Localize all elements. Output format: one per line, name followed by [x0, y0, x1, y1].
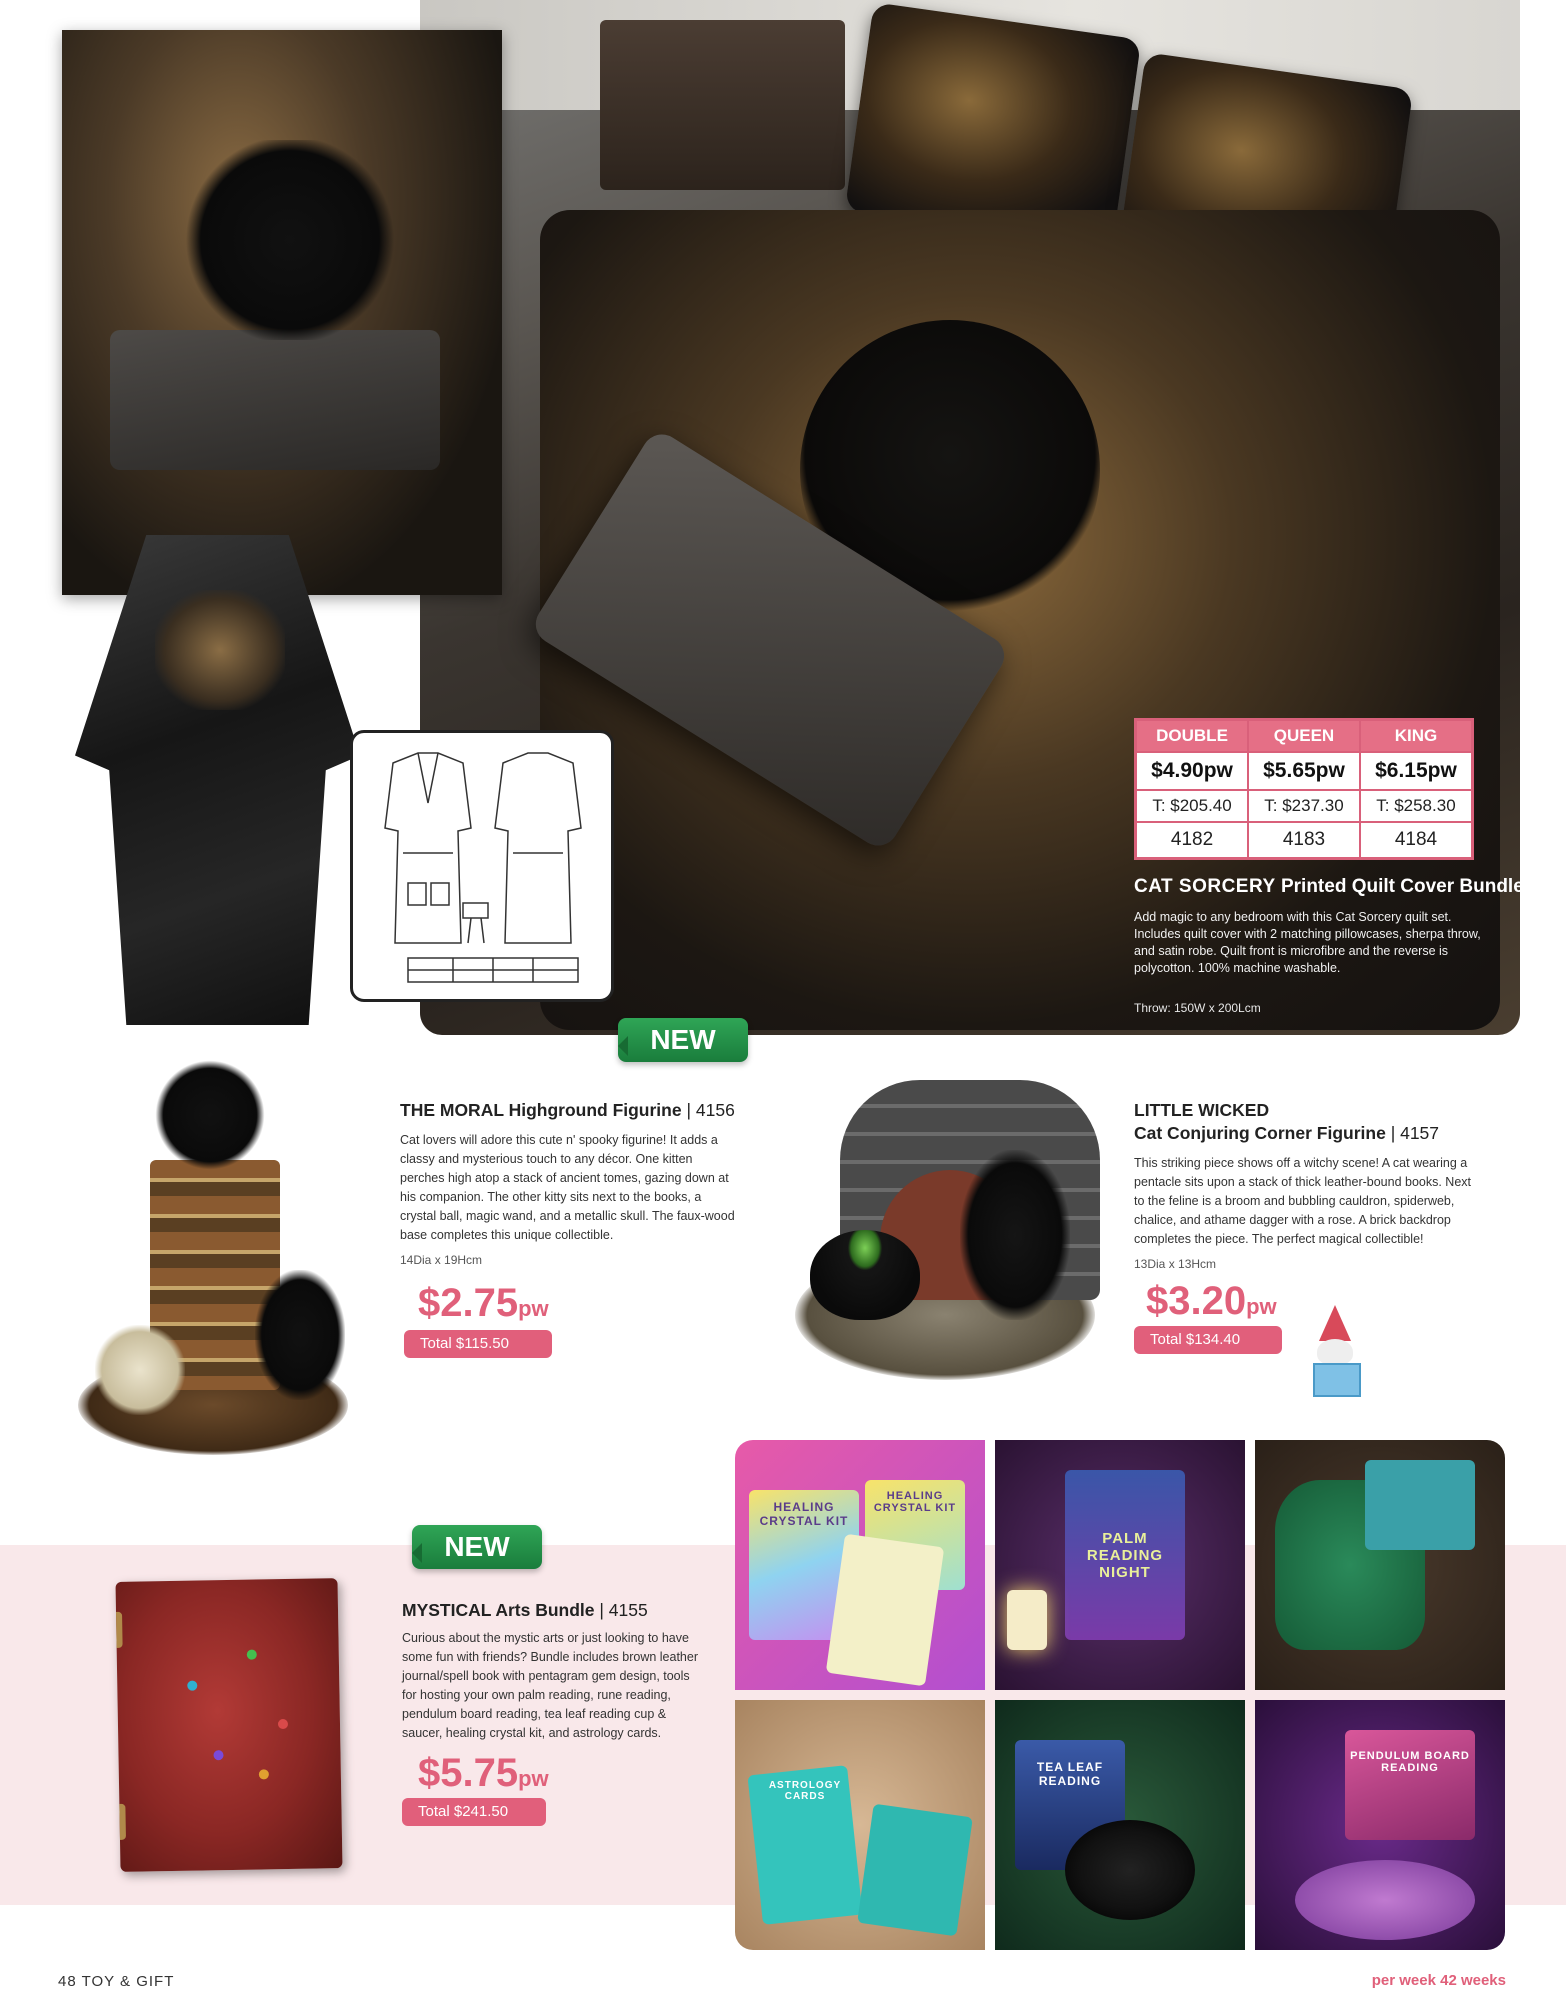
leather-journal-image	[115, 1578, 342, 1872]
journal-gem	[187, 1681, 197, 1691]
journal-gem	[278, 1719, 288, 1729]
figurine1-total-wrap	[400, 1330, 740, 1358]
mystical-price-unit: pw	[518, 1766, 549, 1791]
product-code-queen: 4183	[1248, 822, 1360, 859]
total-price-queen: T: $237.30	[1248, 790, 1360, 822]
quilt-title-brand: CAT SORCERY	[1134, 876, 1276, 897]
figurine1-price-value: $2.75	[418, 1281, 519, 1325]
product-code-double: 4182	[1136, 822, 1249, 859]
mystical-info	[402, 1600, 707, 1826]
figurine-cat-side-image	[255, 1270, 345, 1400]
mystical-description: Curious about the mystic arts or just looking to have some fun with friends? Bundle includes brown leather journal/spell book with pentagram gem design, tools for hosting your own palm reading, rune reading, pendulum board reading, tea leaf reading cup & saucer, healing crystal kit, and astrology cards.	[402, 1631, 699, 1740]
figurine1-code: | 4156	[686, 1100, 735, 1120]
figurine2-title-line1: LITTLE WICKED	[1134, 1100, 1270, 1120]
figurine1-description: Cat lovers will adore this cute n' spooky figurine! It adds a classy and mysterious touch to any décor. One kitten perches high atop a stack of ancient tomes, gazing down at his companion. The other kitty sits next to the books, a crystal ball, magic wand, and a metallic skull. The faux-wood base completes this unique collectible.	[400, 1133, 735, 1242]
figurine1-price-unit: pw	[518, 1296, 549, 1321]
mystical-total: Total $241.50	[402, 1798, 546, 1826]
robe-size-diagram	[350, 730, 614, 1002]
section-name: TOY & GIFT	[81, 1973, 175, 1990]
mystical-code: | 4155	[599, 1600, 648, 1620]
pendulum-board-image	[1295, 1860, 1475, 1940]
journal-clasp	[115, 1612, 122, 1648]
throw-cat-print	[180, 140, 400, 340]
size-header-king: KING	[1360, 720, 1473, 753]
quilt-title	[1134, 876, 1524, 898]
pendulum-label: PENDULUM BOARD READING	[1350, 1750, 1470, 1774]
figurine1-info	[400, 1100, 740, 1358]
astrology-card-label: ASTROLOGY CARDS	[768, 1780, 842, 1802]
astrology-cards-tile	[735, 1700, 985, 1950]
journal-gem	[213, 1750, 223, 1760]
quilt-description: Add magic to any bedroom with this Cat Sorcery quilt set. Includes quilt cover with 2 matching pillowcases, sherpa throw, and satin robe. Quilt front is microfibre and the reverse is polycotton. 100% machine washable.	[1134, 910, 1481, 975]
mystical-photo-grid	[735, 1440, 1505, 1950]
rune-card-image	[1365, 1460, 1475, 1550]
page-number: 48	[58, 1973, 77, 1990]
figurine1-total: Total $115.50	[404, 1330, 552, 1358]
pendulum-box	[1345, 1730, 1475, 1840]
figurine-skull-image	[95, 1325, 185, 1415]
healing-instruction-card	[826, 1534, 945, 1687]
payment-terms: per week 42 weeks	[1371, 1972, 1506, 1989]
healing-box-label: HEALING CRYSTAL KIT	[873, 1490, 957, 1514]
figurine1-title	[400, 1100, 740, 1121]
mystical-title	[402, 1600, 707, 1621]
price-per-week-queen: $5.65pw	[1248, 752, 1360, 790]
palm-reading-tile	[995, 1440, 1245, 1690]
figurine-cat-top-image	[155, 1060, 265, 1170]
mystical-name: MYSTICAL Arts Bundle	[402, 1600, 595, 1620]
robe-diagram-icon	[353, 733, 611, 999]
healing-card-label: HEALING CRYSTAL KIT	[759, 1500, 849, 1528]
size-header-queen: QUEEN	[1248, 720, 1360, 753]
astrology-card-image-2	[857, 1804, 973, 1937]
mystical-price-value: $5.75	[418, 1751, 519, 1795]
figurine2-description: This striking piece shows off a witchy scene! A cat wearing a pentacle sits upon a stack of thick leather-bound books. Next to the feline is a broom and bubbling cauldron, spiderweb, chalice, and athame dagger with a rose. A brick backdrop completes the piece. The perfect magical collectible!	[1134, 1156, 1471, 1246]
figurine2-price-unit: pw	[1246, 1294, 1277, 1319]
robe-cat-print	[155, 590, 285, 710]
figurine2-title	[1134, 1123, 1484, 1144]
product-code-king: 4184	[1360, 822, 1473, 859]
tea-leaf-tile	[995, 1700, 1245, 1950]
figurine2-total: Total $134.40	[1134, 1326, 1282, 1354]
figurine2-code: | 4157	[1390, 1123, 1440, 1143]
figurine2-price-value: $3.20	[1146, 1279, 1247, 1323]
throw-book-print	[110, 330, 440, 470]
size-header-double: DOUBLE	[1136, 720, 1249, 753]
price-per-week-double: $4.90pw	[1136, 752, 1249, 790]
journal-gem	[259, 1769, 269, 1779]
mystical-total-wrap	[402, 1798, 707, 1826]
gnome-gift-icon	[1305, 1305, 1365, 1395]
candle-image	[1007, 1590, 1047, 1650]
rune-reading-tile	[1255, 1440, 1505, 1690]
quilt-title-product: Printed Quilt Cover Bundle	[1280, 876, 1524, 897]
total-price-double: T: $205.40	[1136, 790, 1249, 822]
quilt-size: Throw: 150W x 200Lcm	[1134, 1001, 1261, 1015]
nightstand-image	[600, 20, 845, 190]
healing-crystal-tile	[735, 1440, 985, 1690]
figurine1-price	[418, 1281, 740, 1326]
page-footer-left	[58, 1973, 174, 1990]
figurine2-name: Cat Conjuring Corner Figurine	[1134, 1123, 1386, 1143]
new-badge: NEW	[412, 1525, 542, 1569]
new-badge: NEW	[618, 1018, 748, 1062]
figurine1-size: 14Dia x 19Hcm	[400, 1253, 483, 1267]
pendulum-board-tile	[1255, 1700, 1505, 1950]
journal-gem	[247, 1650, 257, 1660]
quilt-price-table	[1134, 718, 1474, 860]
figurine2-size: 13Dia x 13Hcm	[1134, 1257, 1217, 1271]
total-price-king: T: $258.30	[1360, 790, 1473, 822]
figurine2-cat-image	[960, 1150, 1070, 1320]
price-per-week-king: $6.15pw	[1360, 752, 1473, 790]
mystical-price	[418, 1751, 707, 1796]
palm-reading-label: PALM READING NIGHT	[1086, 1530, 1164, 1581]
tea-cup-image	[1065, 1820, 1195, 1920]
figurine2-cauldron-image	[810, 1230, 920, 1320]
figurine1-name: THE MORAL Highground Figurine	[400, 1100, 682, 1120]
tea-leaf-label: TEA LEAF READING	[1036, 1760, 1104, 1788]
